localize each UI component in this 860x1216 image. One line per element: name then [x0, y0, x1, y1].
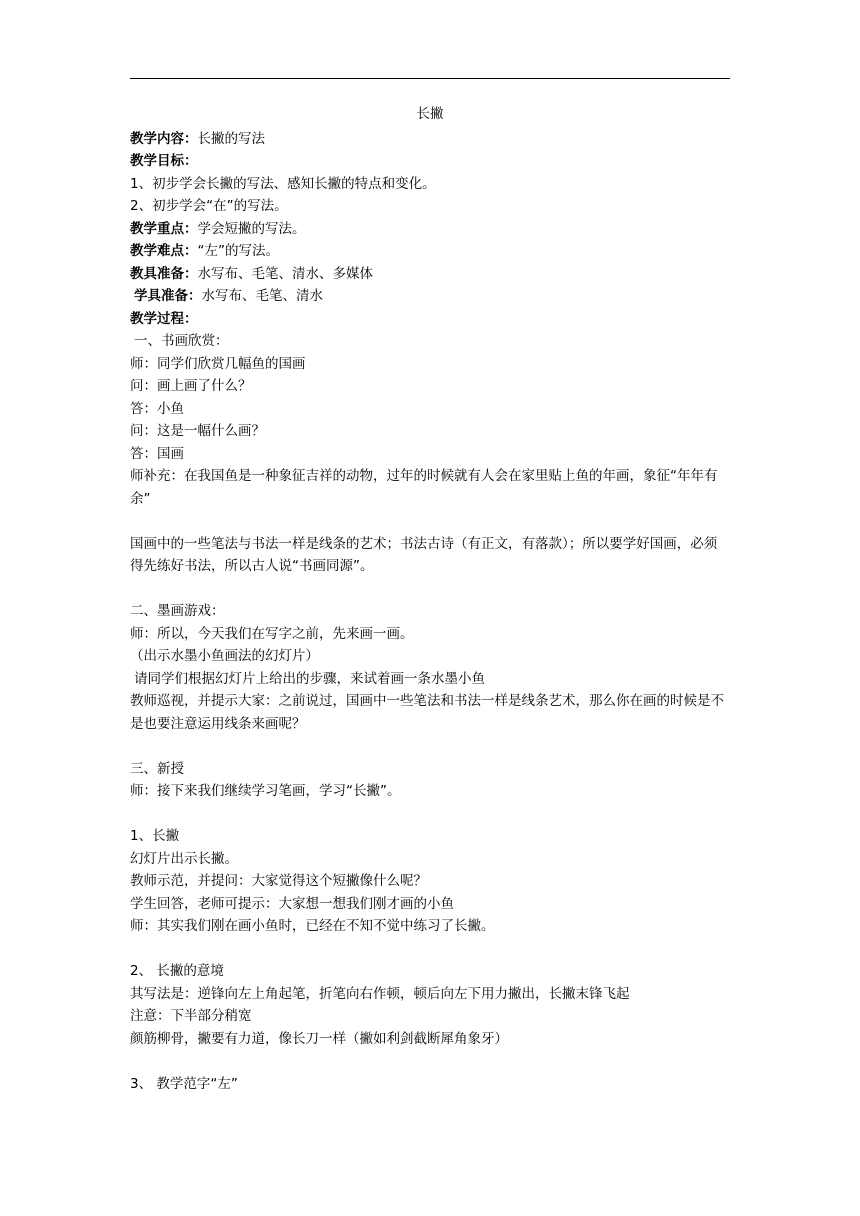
section-1-line-1: 师：同学们欣赏几幅鱼的国画: [130, 355, 306, 372]
content-row: [130, 128, 730, 151]
section-1-line-4: 问：这是一幅什么画？: [130, 423, 265, 439]
goal-item-2: 2、初步学会“在”的写法。: [130, 198, 288, 214]
document-title: 长撇: [416, 106, 444, 122]
blank-line: [130, 1050, 730, 1073]
goals-row: [130, 150, 730, 173]
part-2-line-1: 其写法是：逆锋向左上角起笔，折笔向右作顿，顿后向左下用力撇出，长撇末锋飞起: [130, 985, 630, 1002]
process-row: [130, 308, 730, 331]
teacher-prep-value: 水写布、毛笔、清水、多媒体: [197, 265, 373, 282]
goal-item-1: 1、初步学会长撇的写法、感知长撇的特点和变化。: [130, 175, 436, 192]
blank-line: [130, 510, 730, 533]
difficulty-label: 教学难点：: [130, 243, 198, 259]
blank-line: [130, 578, 730, 601]
section-1-paragraph: 国画中的一些笔法与书法一样是线条的艺术；书法古诗（有正文，有落款）；所以要学好国画，必须得先练好书法，所以古人说“书画同源”。: [130, 535, 718, 574]
student-prep-label: 学具准备：: [134, 288, 202, 304]
focus-row: [130, 218, 730, 241]
difficulty-value: “左”的写法。: [197, 243, 279, 259]
section-2-line-3: 请同学们根据幻灯片上给出的步骤，来试着画一条水墨小鱼: [134, 670, 485, 687]
section-1-supplement: 师补充：在我国鱼是一种象征吉祥的动物，过年的时候就有人会在家里贴上鱼的年画，象征“年年有余”: [130, 468, 718, 507]
student-prep-value: 水写布、毛笔、清水: [201, 288, 323, 304]
goals-label: 教学目标：: [130, 153, 198, 169]
part-3-heading: 3、 教学范字“左”: [130, 1075, 238, 1092]
teacher-prep-label: 教具准备：: [130, 265, 198, 282]
part-2-heading: 2、 长撇的意境: [130, 963, 224, 979]
section-1-heading: 一、书画欣赏：: [134, 333, 229, 349]
part-1-line-1: 幻灯片出示长撇。: [130, 850, 238, 867]
focus-value: 学会短撇的写法。: [197, 220, 306, 237]
section-2-line-1: 师：所以，今天我们在写字之前，先来画一画。: [130, 625, 414, 642]
focus-label: 教学重点：: [130, 220, 198, 237]
student-prep-row: [130, 285, 730, 308]
header-rule: [130, 78, 730, 79]
section-3-heading: 三、新授: [130, 760, 184, 777]
blank-line: [130, 735, 730, 758]
part-2-line-3: 颜筋柳骨，撇要有力道，像长刀一样（撇如利剑截断犀角象牙）: [130, 1030, 508, 1047]
process-label: 教学过程：: [130, 310, 198, 327]
section-2-line-2: （出示水墨小鱼画法的幻灯片）: [130, 648, 319, 664]
section-1-line-5: 答：国画: [130, 445, 184, 462]
part-1-line-4: 师：其实我们刚在画小鱼时，已经在不知不觉中练习了长撇。: [130, 918, 495, 934]
teacher-prep-row: [130, 263, 730, 286]
part-1-heading: 1、长撇: [130, 828, 180, 844]
difficulty-row: [130, 240, 730, 263]
section-3-line-1: 师：接下来我们继续学习笔画，学习“长撇”。: [130, 783, 401, 799]
part-2-line-2: 注意：下半部分稍宽: [130, 1008, 252, 1024]
section-2-line-4: 教师巡视，并提示大家：之前说过，国画中一些笔法和书法一样是线条艺术，那么你在画的时候是不是也要注意运用线条来画呢？: [130, 693, 724, 732]
content-label: 教学内容：: [130, 130, 198, 147]
section-1-line-2: 问：画上画了什么？: [130, 378, 252, 394]
section-1-line-3: 答：小鱼: [130, 400, 184, 417]
part-1-line-3: 学生回答，老师可提示：大家想一想我们刚才画的小鱼: [130, 895, 454, 912]
content-value: 长撇的写法: [197, 130, 265, 147]
part-1-line-2: 教师示范，并提问：大家觉得这个短撇像什么呢？: [130, 873, 427, 889]
section-2-heading: 二、墨画游戏：: [130, 603, 225, 619]
blank-line: [130, 938, 730, 961]
blank-line: [130, 803, 730, 826]
lesson-plan-body: [130, 103, 730, 1095]
